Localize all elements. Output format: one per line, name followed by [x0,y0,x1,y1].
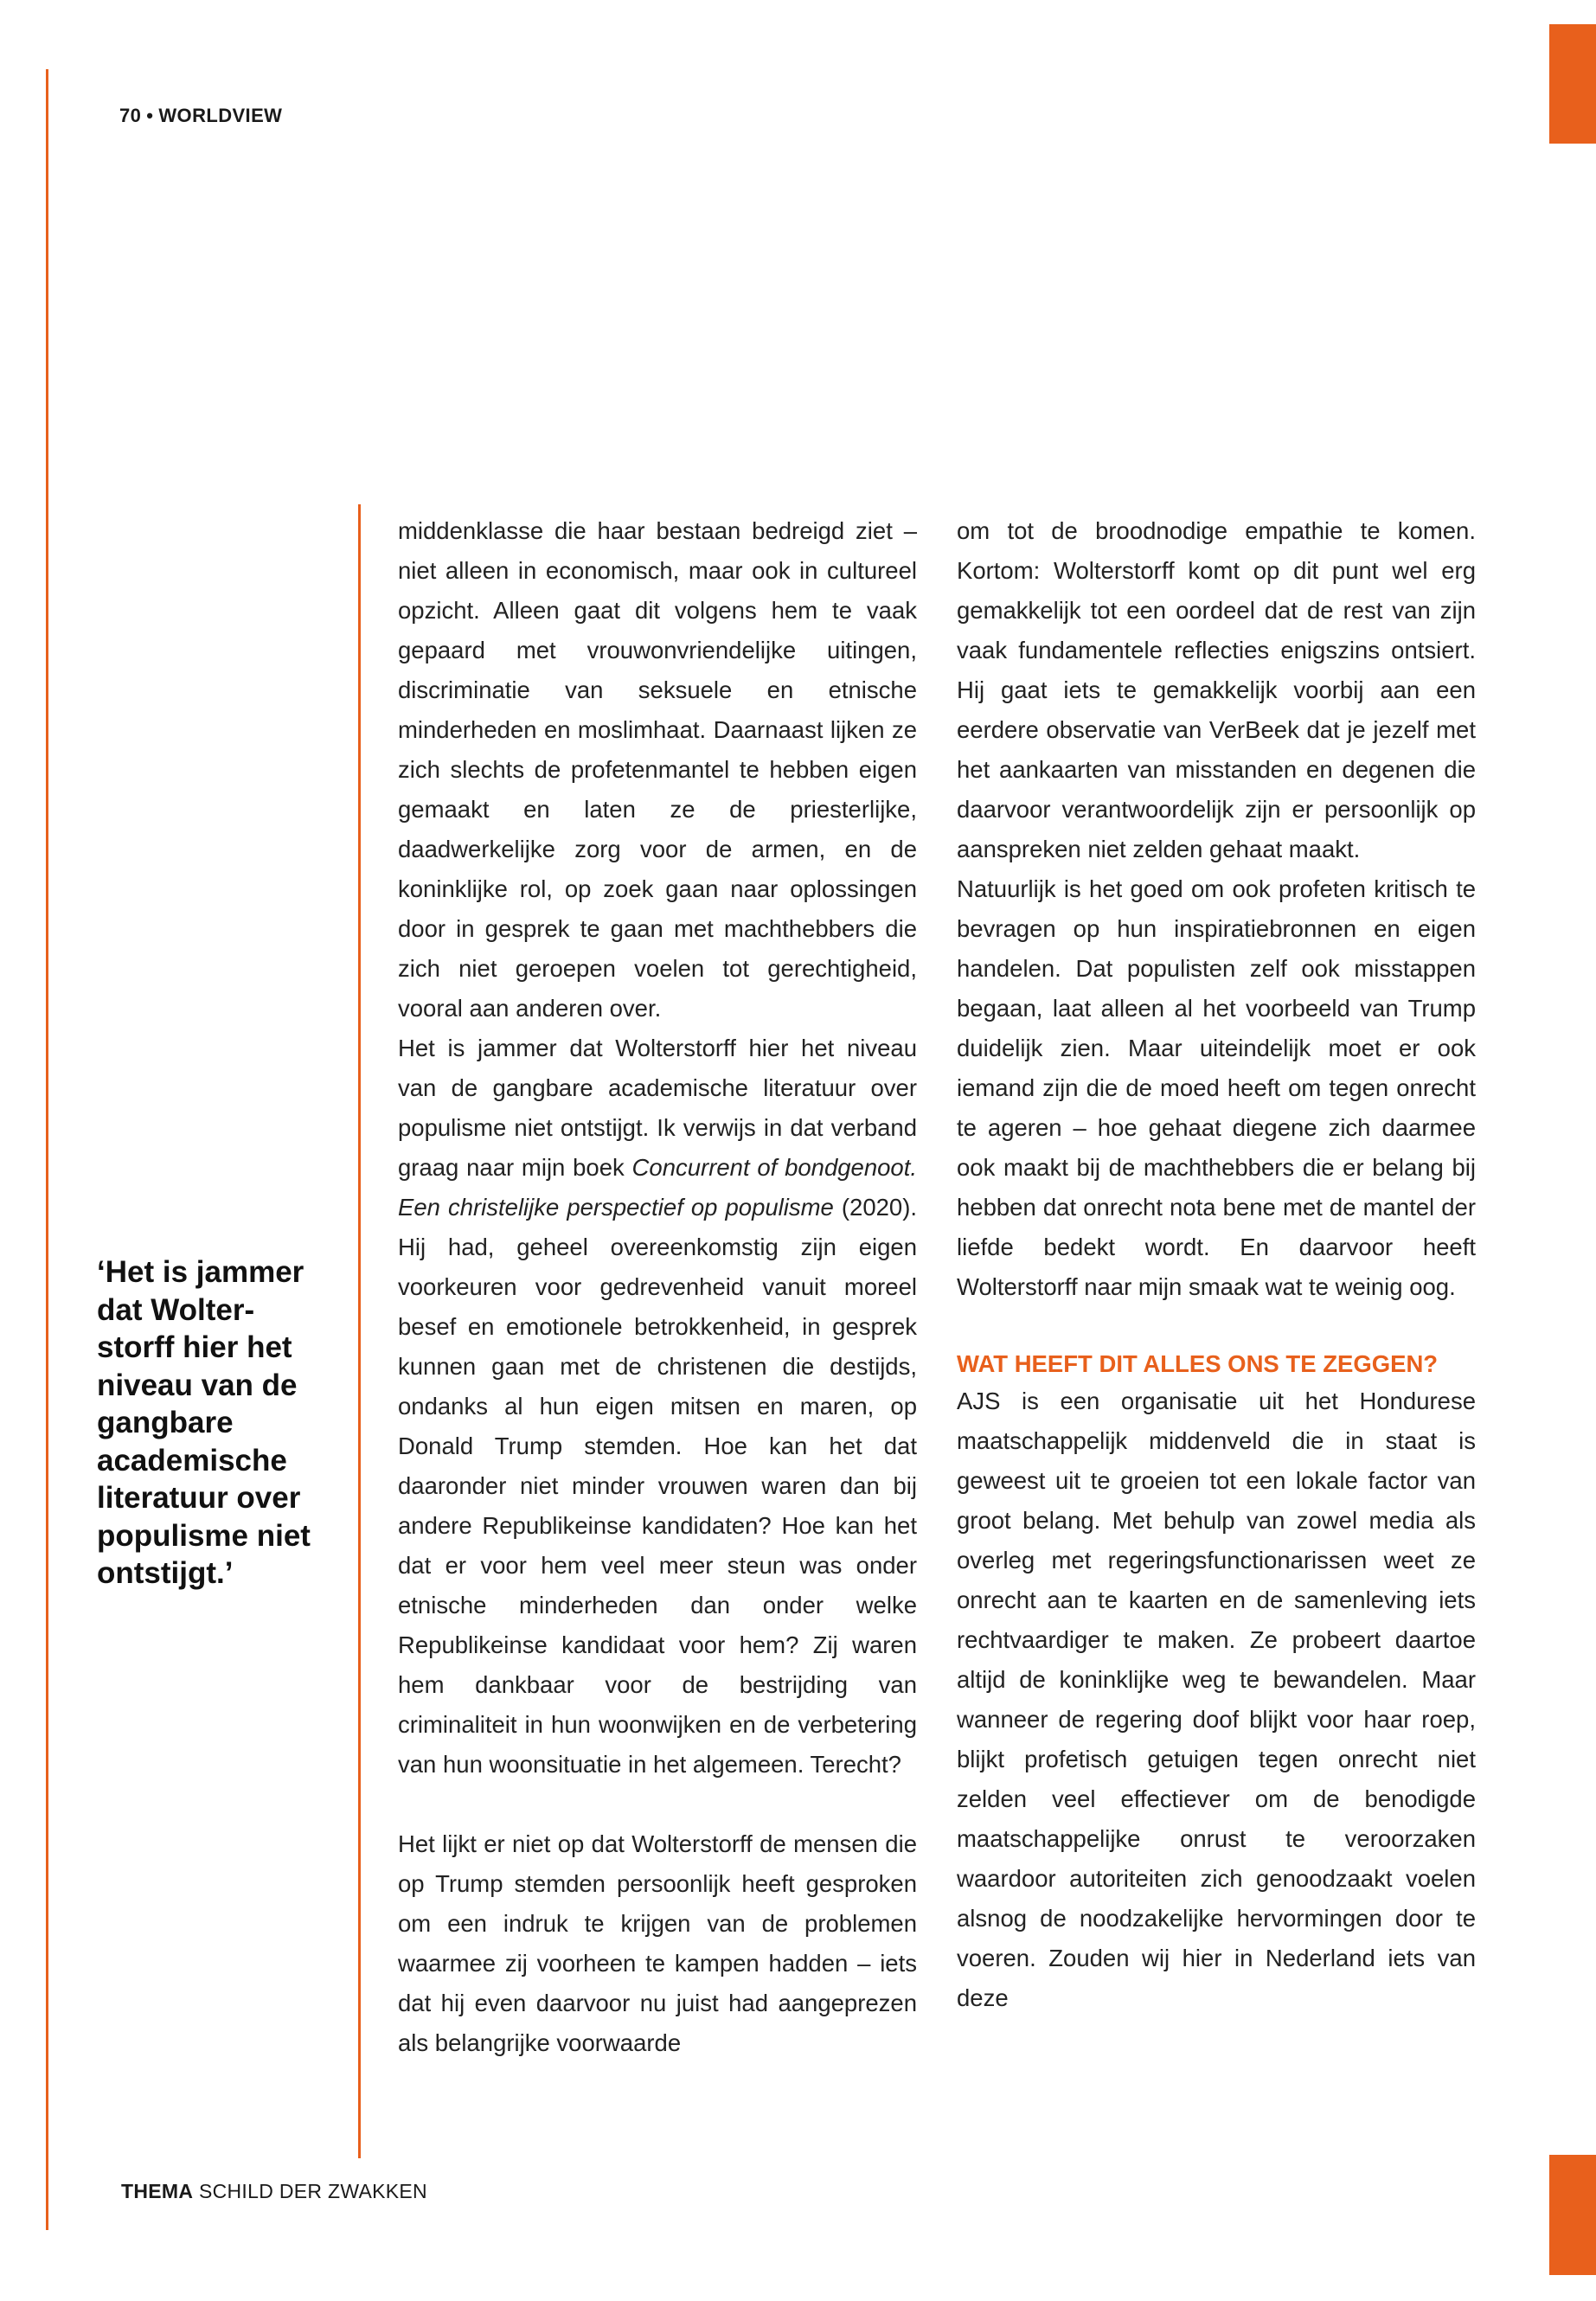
paragraph: Natuurlijk is het goed om ook profeten kritisch te bevragen op hun inspiratiebronnen en eigen handelen. Dat populisten zelf ook misstappen begaan, laat alleen al het voorbeeld van Trump duidelijk zien. Maar uiteindelijk moet er ook iemand zijn die de moed heeft om tegen onrecht te ageren – hoe gehaat diegene zich daarmee ook maakt bij de machthebbers die er belang bij hebben dat onrecht nota bene met de mantel der liefde bedekt wordt. En daarvoor heeft Wolterstorff naar mijn smaak wat te weinig oog. [957,875,1476,1300]
footer [121,2180,427,2203]
book-title: Concurrent of bondgenoot. Een christelijke perspectief op populisme [398,1154,917,1221]
accent-tab-bottom [1549,2155,1596,2275]
body-column-right [957,511,1476,2018]
column-divider-rule [358,504,361,2158]
footer-theme-title: SCHILD DER ZWAKKEN [193,2180,427,2202]
left-vertical-rule [46,69,48,2230]
section-heading: WAT HEEFT DIT ALLES ONS TE ZEGGEN? [957,1350,1439,1377]
paragraph: AJS is een organisatie uit het Hondurese maatschappelijk middenveld die in staat is geweest uit te groeien tot een lokale factor van groot belang. Met behulp van zowel media als overleg met regeringsfunctionarissen weet ze onrecht aan te kaarten en de samenleving iets rechtvaardiger te maken. Ze probeert daartoe altijd de koninklijke weg te bewandelen. Maar wanneer de regering doof blijkt voor haar roep, blijkt profetisch getuigen tegen onrecht niet zelden veel effectiever om de benodigde maatschappelijke onrust te veroorzaken waardoor autoriteiten zich genoodzaakt voelen alsnog de noodzakelijke hervormingen door te voeren. Zouden wij hier in Nederland iets van deze [957,1388,1476,2011]
section-name: WORLDVIEW [158,105,283,126]
footer-theme-label: THEMA [121,2180,194,2202]
body-column-left [398,511,917,2063]
page-number: 70 [119,105,142,126]
paragraph-text: Het is jammer dat Wolterstorff hier het niveau van de gangbare academische literatuur over populisme niet ontstijgt. Ik verwijs in dat verband graag naar mijn boek [398,1035,917,1181]
separator-dot: • [146,105,154,126]
paragraph: middenklasse die haar bestaan bedreigd ziet – niet alleen in economisch, maar ook in cultureel opzicht. Alleen gaat dit volgens hem te vaak gepaard met vrouwonvriendelijke uitingen, discriminatie van seksuele en etnische minderheden en moslimhaat. Daarnaast lijken ze zich slechts de profetenmantel te hebben eigen gemaakt en laten ze de priesterlijke, daadwerkelijke zorg voor de armen, en de koninklijke rol, op zoek gaan naar oplossingen door in gesprek te gaan met machthebbers die zich niet geroepen voelen tot gerechtigheid, vooral aan anderen over. [398,517,917,1022]
paragraph: Het lijkt er niet op dat Wolterstorff de mensen die op Trump stemden persoonlijk heeft gesproken om een indruk te krijgen van de problemen waarmee zij voorheen te kampen hadden – iets dat hij even daarvoor nu juist had aangeprezen als belangrijke voorwaarde [398,1830,917,2056]
paragraph: om tot de broodnodige empathie te komen. Kortom: Wolterstorff komt op dit punt wel erg gemakkelijk tot een oordeel dat de rest van zijn vaak fundamentele reflecties enigszins ontsiert. Hij gaat iets te gemakkelijk voorbij aan een eerdere observatie van VerBeek dat je jezelf met het aankaarten van misstanden en degenen die daarvoor verantwoordelijk zijn er persoonlijk op aanspreken niet zelden gehaat maakt. [957,517,1476,862]
paragraph-text: (2020). Hij had, geheel overeenkomstig zijn eigen voorkeuren voor gedrevenheid vanuit moreel besef en emotionele betrokkenheid, in gesprek kunnen gaan met de christenen die destijds, ondanks al hun eigen mitsen en maren, op Donald Trump stemden. Hoe kan het dat daaronder niet minder vrouwen waren dan bij andere Republikeinse kandidaten? Hoe kan het dat er voor hem veel meer steun was onder etnische minderheden dan onder welke Republikeinse kandidaat voor hem? Zij waren hem dankbaar voor de bestrijding van criminaliteit in hun woonwijken en de verbetering van hun woonsituatie in het algemeen. Terecht? [398,1194,917,1778]
paragraph [398,1029,917,1785]
pull-quote: ‘Het is jammer dat Wolter-storff hier het niveau van de gangbare academische literatuur over populisme niet ontstijgt.’ [97,1255,311,1590]
running-head [119,105,282,127]
accent-tab-top [1549,24,1596,144]
